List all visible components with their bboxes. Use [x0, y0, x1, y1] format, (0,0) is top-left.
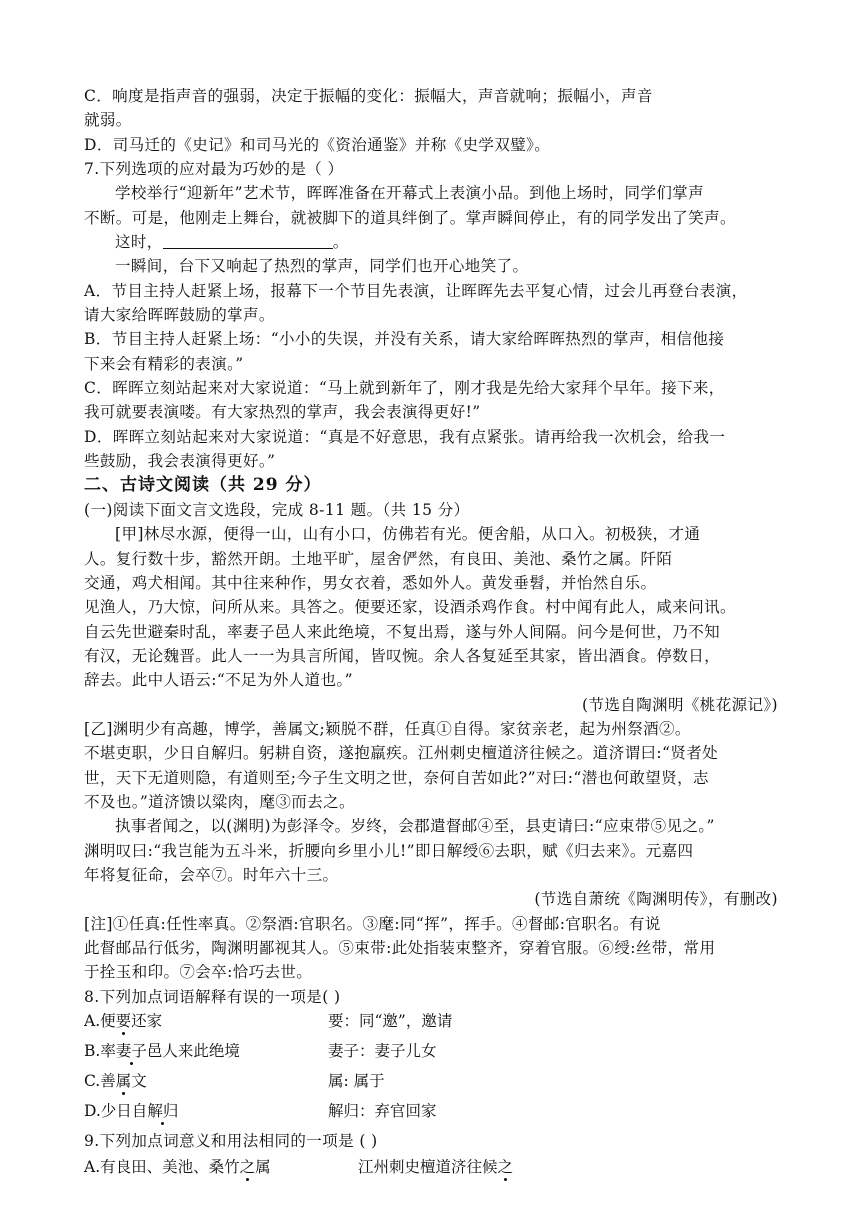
q8-option-d-text: D.少日自 [84, 1102, 148, 1120]
q7-option-d-line2: 些鼓励，我会表演得更好。” [84, 452, 276, 470]
passage-jia-line2: 人。复行数十步，豁然开朗。土地平旷，屋舍俨然，有良田、美池、桑竹之属。阡陌 [84, 550, 673, 568]
q9-option-a-text-rest: 属 [255, 1158, 271, 1176]
q7-option-b-line2: 下来会有精彩的表演。” [84, 355, 244, 373]
q9-option-a[interactable] [84, 1155, 271, 1179]
q9-option-a-compare [358, 1155, 513, 1179]
passage-jia-line3: 交通，鸡犬相闻。其中往来种作，男女衣着，悉如外人。黄发垂髫，并怡然自乐。 [84, 574, 657, 592]
q9-option-a-compare-text: 江州刺史檀道济往候 [358, 1158, 498, 1176]
q7-passage-line4: 一瞬间，台下又响起了热烈的掌声，同学们也开心地笑了。 [115, 257, 529, 275]
q8-option-c-explanation: 属: 属于 [328, 1072, 385, 1090]
passage-yi-line2: 不堪吏职，少日自解归。躬耕自资，遂抱羸疾。江州刺史檀道济往候之。道济谓曰:“贤者处 [84, 744, 719, 762]
passage-yi-source: (节选自萧统《陶渊明传》，有删改) [534, 890, 778, 908]
q8-option-d[interactable] [84, 1099, 178, 1123]
q7-option-c-line1: C．晖晖立刻站起来对大家说道：“马上就到新年了，刚才我是先给大家拜个早年。接下来， [84, 379, 725, 397]
notes-line3: 于拴玉和印。⑦会卒:恰巧去世。 [84, 963, 313, 981]
q8-option-a[interactable] [84, 1009, 162, 1033]
q8-option-c-text: C.善 [84, 1072, 116, 1090]
passage-jia-line5: 自云先世避秦时乱，率妻子邑人来此绝境，不复出焉，遂与外人间隔。问今是何世，乃不知 [84, 623, 721, 641]
q8-option-d-dotted-word: 解归 [147, 1102, 179, 1120]
q8-option-b-text-rest: 邑人来此绝境 [146, 1042, 240, 1060]
passage-yi-line3: 世，天下无道则隐，有道则至;今子生文明之世，奈何自苦如此?”对曰:“潜也何敢望贤，志 [84, 769, 709, 787]
passage-jia-line1: [甲]林尽水源，便得一山，山有小口，仿佛若有光。便舍船，从口入。初极狭，才通 [115, 525, 701, 543]
q6-option-c-line2: 就弱。 [84, 111, 132, 129]
passage-yi-line4: 不及也。”道济馈以粱肉，麾③而去之。 [84, 793, 355, 811]
q8-option-b-dotted-word: 妻子 [115, 1042, 147, 1060]
notes-line2: 此督邮品行低劣，陶渊明鄙视其人。⑤束带:此处指装束整齐，穿着官服。⑥绶:丝带，常用 [84, 939, 716, 957]
q7-option-b-line1: B．节目主持人赶紧上场：“小小的失误，并没有关系，请大家给晖晖热烈的掌声，相信他接 [84, 330, 725, 348]
question-9: 9.下列加点词意义和用法相同的一项是 ( ) [84, 1132, 378, 1150]
q6-option-c-line1: C．响度是指声音的强弱，决定于振幅的变化：振幅大，声音就响；振幅小，声音 [84, 87, 653, 105]
q8-option-b[interactable] [84, 1039, 240, 1063]
q6-option-d: D．司马迁的《史记》和司马光的《资治通鉴》并称《史学双璧》。 [84, 136, 551, 154]
passage-jia-line6: 有汉，无论魏晋。此人一一为具言所闻，皆叹惋。余人各复延至其家，皆出酒食。停数日， [84, 647, 721, 665]
q7-option-c-line2: 我可就要表演喽。有大家热烈的掌声，我会表演得更好!” [84, 403, 481, 421]
q8-option-a-dotted-word: 要 [115, 1012, 132, 1030]
question-7: 7.下列选项的应对最为巧妙的是（ ） [84, 160, 344, 178]
passage-yi-line6: 渊明叹曰:“我岂能为五斗米，折腰向乡里小儿!”即日解绶⑥去职，赋《归去来》。元嘉四 [84, 842, 694, 860]
q7-option-a-line1: A．节目主持人赶紧上场，报幕下一个节目先表演，让晖晖先去平复心情，过会儿再登台表演， [84, 282, 748, 300]
q7-option-a-line2: 请大家给晖晖鼓励的掌声。 [84, 306, 275, 324]
q8-option-b-explanation: 妻子：妻子儿女 [328, 1042, 437, 1060]
q8-option-c[interactable] [84, 1069, 147, 1093]
section-2-heading: 二、古诗文阅读（共 29 分） [84, 475, 322, 495]
passage-jia-line4: 见渔人，乃大惊，问所从来。具答之。便要还家，设酒杀鸡作食。村中闻有此人，咸来问讯。 [84, 598, 736, 616]
q7-passage-line3 [115, 230, 815, 254]
q8-option-c-dotted-word: 属 [115, 1072, 132, 1090]
passage-jia-line7: 辞去。此中人语云:“不足为外人道也。” [84, 671, 353, 689]
q7-passage-prefix: 这时， [115, 233, 163, 251]
q8-option-a-text: A.便 [84, 1012, 116, 1030]
q7-passage-line1: 学校举行“迎新年”艺术节，晖晖准备在开幕式上表演小品。到他上场时，同学们掌声 [115, 184, 705, 202]
passage-yi-line7: 年将复征命，会卒⑦。时年六十三。 [84, 866, 339, 884]
q7-option-d-line1: D．晖晖立刻站起来对大家说道：“真是不好意思，我有点紧张。请再给我一次机会，给我一 [84, 428, 726, 446]
q9-option-a-dotted-word: 之 [239, 1158, 256, 1176]
q7-passage-suffix: 。 [332, 233, 349, 251]
q8-option-d-explanation: 解归：弃官回家 [328, 1102, 437, 1120]
question-8: 8.下列加点词语解释有误的一项是( ) [84, 988, 341, 1006]
q8-option-a-explanation: 要：同“邀”，邀请 [328, 1012, 453, 1030]
q9-option-a-text: A.有良田、美池、桑竹 [84, 1158, 240, 1176]
passage-yi-line1: [乙]渊明少有高趣，博学，善属文;颖脱不群，任真①自得。家贫亲老，起为州祭酒②。 [84, 720, 691, 738]
q7-answer-blank[interactable] [163, 232, 333, 249]
q8-option-b-text: B.率 [84, 1042, 116, 1060]
notes-line1: [注]①任真:任性率真。②祭酒:官职名。③麾:同“挥”，挥手。④督邮:官职名。有说 [84, 915, 661, 933]
q8-option-c-text-rest: 文 [131, 1072, 147, 1090]
q7-passage-line2: 不断。可是，他刚走上舞台，就被脚下的道具绊倒了。掌声瞬间停止，有的同学发出了笑声。 [84, 209, 736, 227]
passage-yi-line5: 执事者闻之，以(渊明)为彭泽令。岁终，会郡遣督邮④至，县吏请曰:“应束带⑤见之。” [115, 817, 715, 835]
q9-option-a-compare-dotted-word: 之 [497, 1158, 514, 1176]
q8-option-a-text-rest: 还家 [131, 1012, 163, 1030]
subsection-1-instructions: (一)阅读下面文言文选段，完成 8-11 题。（共 15 分） [84, 501, 470, 519]
passage-jia-source: (节选自陶渊明《桃花源记》) [582, 696, 778, 714]
